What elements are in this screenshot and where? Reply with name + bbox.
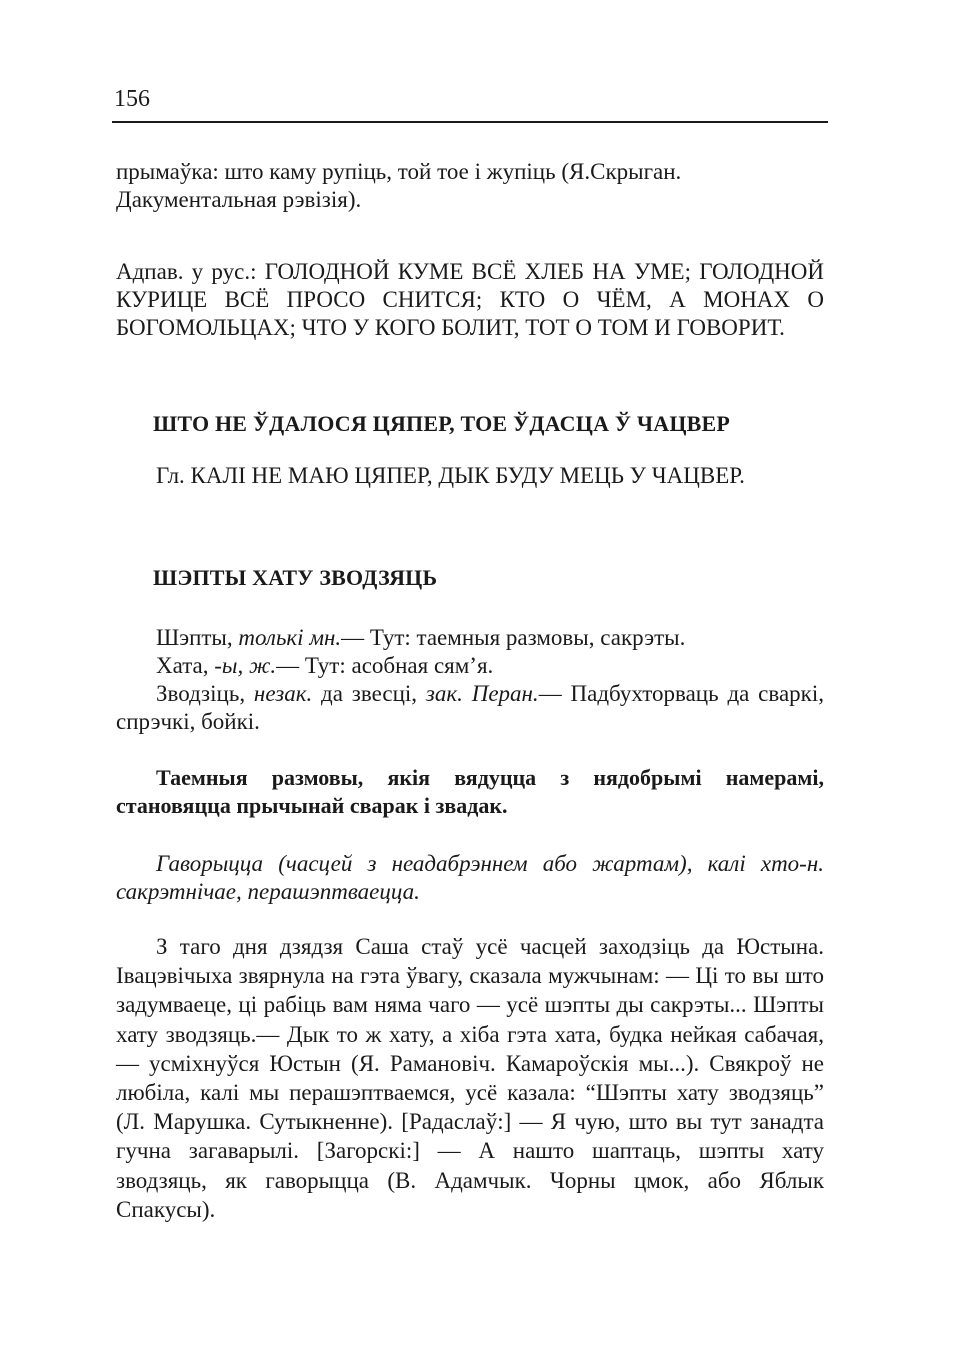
gloss-line: Хата, -ы, ж.— Тут: асобная сям’я. [156, 653, 494, 678]
russian-equivalent-text: ГОЛОДНОЙ КУМЕ ВСЁ ХЛЕБ НА УМЕ; ГОЛОДНОЙ КУРИЦЕ ВСЁ ПРОСО СНИТСЯ; КТО О ЧЁМ, А МОНАХ О БОГОМОЛЬЦАХ; ЧТО У КОГО БОЛИТ, ТОТ О ТОМ И ГОВОРИТ. [116, 259, 825, 340]
continuation-text: прымаўка: што каму рупіць, той тое і жупіць (Я.Скрыган. Дакументальная рэвізія). [116, 159, 682, 212]
russian-equivalent [116, 258, 824, 342]
usage-note: Гаворыцца (часцей з неадабрэннем або жартам), калі хто-н. сакрэтнічае, перашэптваецца. [116, 851, 824, 904]
example-quotes: З таго дня дзядзя Саша стаў усё часцей заходзіць да Юстына. Івацэвічыха звярнула на гэта ўвагу, сказала мужчынам: — Ці то вы што задумваеце, ці рабіць вам няма чаго — усё шэпты ды сакрэты... Шэпты хату зводзяць.— Дык то ж хату, а хіба гэта хата, будка нейкая сабачая,— усміхнуўся Юстын (Я. Рамановіч. Камароўскія мы...). Свякроў не любіла, калі мы перашэптваемся, усё казала: “Шэпты хату зводзяць” (Л. Марушка. Сутыкненне). [Радаслаў:] — Я чую, што вы тут занадта гучна загаварылі. [Загорскі:] — А нашто шаптаць, шэпты хату зводзяць, як гаворыцца (В. Адамчык. Чорны цмок, або Яблык Спакусы). [116, 934, 824, 1222]
gloss-line: Шэпты, толькі мн.— Тут: таемныя размовы, сакрэты. [156, 625, 686, 650]
header-rule [112, 121, 828, 123]
definition: Таемныя размовы, якія вядуцца з нядобрымі намерамі, становяцца прычынай сварак і звадак. [116, 765, 824, 818]
variant-prefix: Гл. [156, 463, 191, 488]
page-number: 156 [114, 86, 150, 112]
russian-equivalent-prefix: Адпав. у рус.: [116, 259, 265, 284]
entry-1-variant [116, 462, 824, 490]
entry-heading-2: ШЭПТЫ ХАТУ ЗВОДЗЯЦЬ [153, 565, 438, 590]
gloss-line: Зводзіць, незак. да звесці, зак. Перан.— Падбухторваць да сваркі, спрэчкі, бойкі. [116, 681, 824, 734]
variant-text: КАЛІ НЕ МАЮ ЦЯПЕР, ДЫК БУДУ МЕЦЬ У ЧАЦВЕР. [190, 463, 745, 488]
entry-heading-1: ШТО НЕ ЎДАЛОСЯ ЦЯПЕР, ТОЕ ЎДАСЦА Ў ЧАЦВЕР [153, 411, 731, 436]
gloss-block [116, 624, 824, 736]
